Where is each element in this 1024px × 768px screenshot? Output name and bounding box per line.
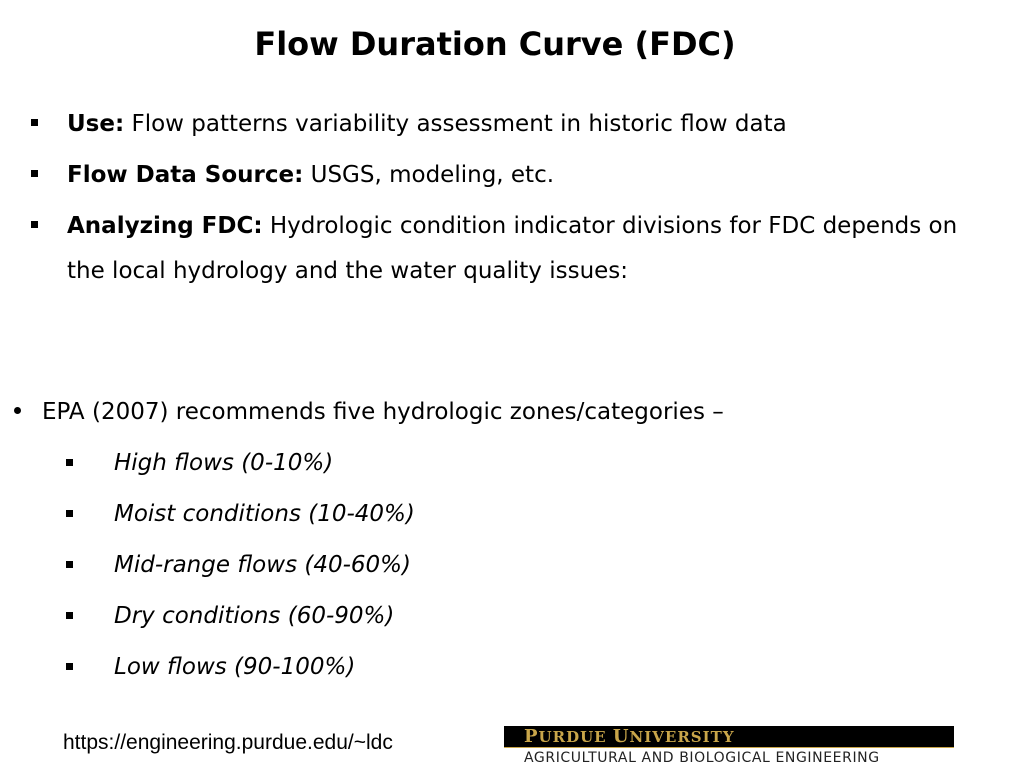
square-bullet-icon bbox=[66, 612, 73, 619]
zone-label: High flows (0-10%) bbox=[114, 450, 334, 476]
slide-title: Flow Duration Curve (FDC) bbox=[254, 25, 736, 63]
list-item bbox=[65, 492, 415, 537]
list-item bbox=[65, 645, 415, 690]
bullet-list bbox=[30, 102, 990, 300]
list-item bbox=[65, 441, 415, 486]
footer-url: https://engineering.purdue.edu/~ldc bbox=[63, 731, 393, 754]
epa-point-text: EPA (2007) recommends five hydrologic zones/categories – bbox=[42, 399, 724, 425]
square-bullet-icon bbox=[66, 459, 73, 466]
logo-department-name: AGRICULTURAL AND BIOLOGICAL ENGINEERING bbox=[524, 750, 880, 766]
square-bullet-icon bbox=[66, 663, 73, 670]
bullet-data-source bbox=[30, 153, 990, 198]
square-bullet-icon bbox=[31, 221, 38, 228]
zone-label: Dry conditions (60-90%) bbox=[114, 603, 395, 629]
bullet-lead: Use: bbox=[67, 111, 125, 137]
square-bullet-icon bbox=[31, 170, 38, 177]
square-bullet-icon bbox=[66, 561, 73, 568]
bullet-text: Hydrologic condition indicator divisions for FDC depends on the local hydrology and the water quality issues: bbox=[67, 213, 958, 284]
bullet-text: Flow patterns variability assessment in historic flow data bbox=[131, 111, 787, 137]
bullet-text: USGS, modeling, etc. bbox=[310, 162, 555, 188]
zone-list bbox=[65, 441, 415, 696]
logo-university-name: PURDUE UNIVERSITY bbox=[524, 726, 735, 747]
logo-band bbox=[504, 726, 954, 747]
list-item bbox=[65, 543, 415, 588]
purdue-abe-logo bbox=[504, 726, 954, 768]
square-bullet-icon bbox=[31, 119, 38, 126]
zone-label: Moist conditions (10-40%) bbox=[114, 501, 415, 527]
round-bullet-icon bbox=[14, 407, 21, 414]
bullet-lead: Flow Data Source: bbox=[67, 162, 304, 188]
bullet-use bbox=[30, 102, 990, 147]
square-bullet-icon bbox=[66, 510, 73, 517]
zone-label: Low flows (90-100%) bbox=[114, 654, 356, 680]
bullet-lead: Analyzing FDC: bbox=[67, 213, 263, 239]
epa-point bbox=[14, 390, 974, 435]
zone-label: Mid-range flows (40-60%) bbox=[114, 552, 411, 578]
list-item bbox=[65, 594, 415, 639]
bullet-analyzing bbox=[30, 204, 990, 294]
